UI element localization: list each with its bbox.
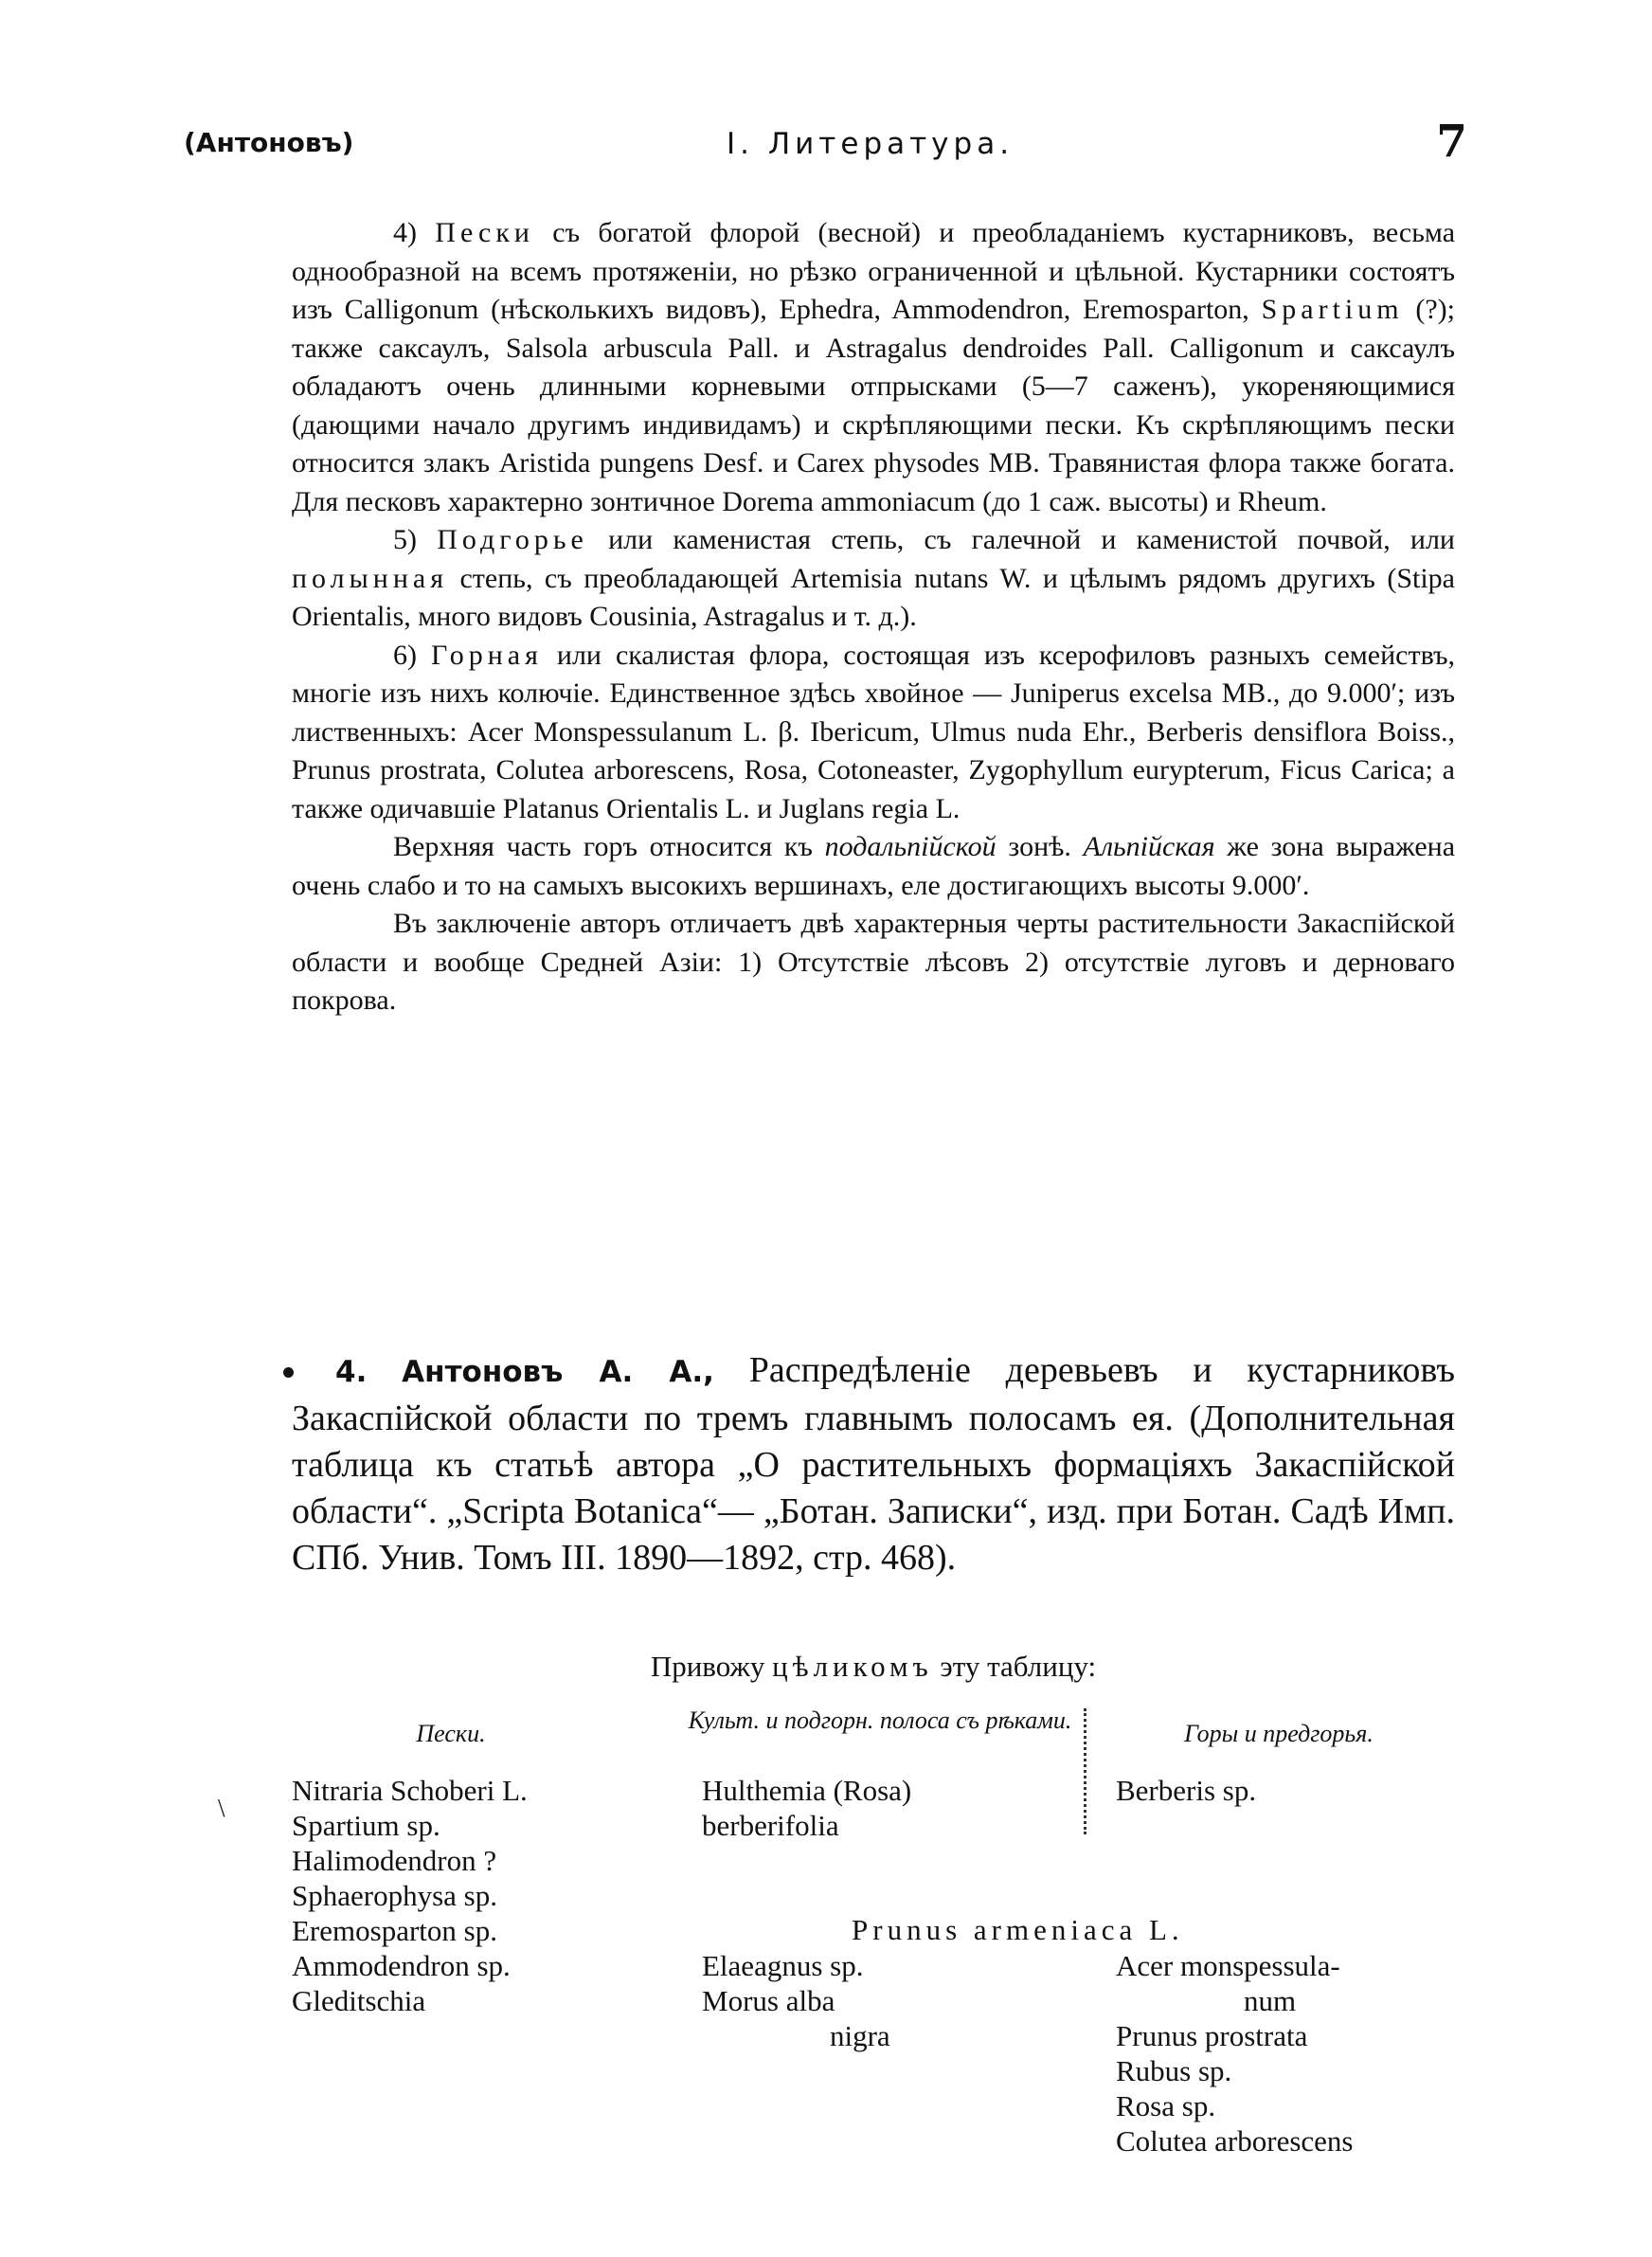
- paragraph-number: 6): [393, 639, 417, 671]
- table-cell: Elaeagnus sp.: [702, 1949, 864, 1982]
- paragraph-upper-zone: [292, 828, 1455, 905]
- running-header: [184, 116, 1467, 174]
- table-cell: berberifolia: [702, 1809, 839, 1842]
- table-cell: Acer monspessula-: [1116, 1949, 1340, 1982]
- table-cell: Eremosparton sp.: [292, 1914, 497, 1947]
- table-cell: Hulthemia (Rosa): [702, 1774, 912, 1807]
- species-table: [218, 1706, 1455, 2158]
- column-cultivated-top: [702, 1773, 911, 1843]
- term-foothills: Подгорье: [437, 524, 588, 555]
- page-number: 7: [1436, 116, 1467, 168]
- paragraph-text: (?); также саксаулъ, Salsola arbuscula Pall. и Astragalus dendroides Pall. Calligonum и саксаулъ обладаютъ очень длинными корневыми отпрысками (5—7 саженъ), укореняющимися (дающими начало другимъ индивидамъ) и скрѣпляющими пески. Къ скрѣпляющимъ пески относится злакъ Aristida pungens Desf. и Carex physodes MB. Травянистая флора также богата. Для песковъ характерно зонтичное Dorema ammoniacum (до 1 саж. высоты) и Rheum.: [292, 294, 1456, 517]
- paragraph-text: или каменистая степь, съ галечной и каменистой почвой, или: [608, 524, 1455, 555]
- column-cultivated-bottom: [702, 1948, 890, 2053]
- spanning-species: Prunus armeniaca L.: [852, 1913, 1184, 1946]
- term-alpine: Альпійская: [1083, 831, 1215, 862]
- paragraph-number: 5): [393, 524, 417, 555]
- term-wormwood: полынная: [292, 562, 449, 594]
- intro-text: Привожу: [650, 1650, 765, 1683]
- term-sands: Пески: [435, 217, 534, 248]
- header-section-title: I. Литература.: [727, 127, 1015, 161]
- paragraph-conclusion: Въ заключеніе авторъ отличаетъ двѣ характерныя черты растительности Закаспійской области и вообще Средней Азіи: 1) Отсутствіе лѣсовъ 2) отсутствіе луговъ и дерноваго покрова.: [292, 908, 1455, 1016]
- intro-spaced: цѣликомъ: [772, 1650, 933, 1683]
- bibliography-entry: [292, 1347, 1455, 1581]
- table-cell: Halimodendron ?: [292, 1844, 497, 1877]
- table-cell: nigra: [830, 2019, 890, 2052]
- column-header-mountains: Горы и предгорья.: [1184, 1720, 1374, 1747]
- paragraph-text: степь, съ преобладающей Artemisia nutans W. и цѣлымъ рядомъ другихъ (Stipa Orientalis, много видовъ Cousinia, Astragalus и т. д.).: [292, 562, 1455, 632]
- paragraph-text: же зона выражена очень слабо и то на самыхъ высокихъ вершинахъ, еле достигающихъ высоты 9.000′.: [292, 831, 1456, 901]
- paragraph-text: съ богатой флорой (весной) и преобладаніемъ кустарниковъ, весьма однообразной на всемъ протяженіи, но рѣзко ограниченной и цѣльной. Кустарники состоятъ изъ Calligonum (нѣсколькихъ видовъ), Ephedra, Ammodendron, Eremosparton,: [292, 217, 1456, 325]
- table-cell: Sphaerophysa sp.: [292, 1879, 497, 1912]
- entry-title: Распредѣленіе деревьевъ и кустарниковъ Закаспійской области по тремъ главнымъ полосамъ ея. (Дополнительная таблица къ статьѣ автора „О растительныхъ формаціяхъ Закаспійской области“. „Scripta Botanica“— „Ботан. Записки“, изд. при Ботан. Садѣ Имп. СПб. Унив. Томъ III. 1890—1892, стр. 468).: [292, 1350, 1456, 1578]
- table-intro: [292, 1650, 1455, 1684]
- paragraph-number: 4): [393, 217, 417, 248]
- column-divider: [1084, 1708, 1086, 1834]
- table-cell: Berberis sp.: [1116, 1774, 1257, 1807]
- table-cell: Morus alba: [702, 1984, 835, 2017]
- table-cell: Spartium sp.: [292, 1809, 440, 1842]
- table-cell: Rosa sp.: [1116, 2089, 1216, 2122]
- table-cell: Colutea arborescens: [1116, 2124, 1354, 2158]
- margin-mark: \: [218, 1794, 225, 1822]
- entry-author: Антоновъ А. А.,: [402, 1355, 714, 1389]
- column-mountains-bottom: [1116, 1948, 1353, 2158]
- main-text: [292, 214, 1455, 1020]
- column-mountains-top: [1116, 1773, 1256, 1808]
- paragraph-text: Верхняя часть горъ относится къ: [393, 831, 813, 862]
- bullet-icon: [283, 1367, 294, 1378]
- table-cell: Rubus sp.: [1116, 2054, 1232, 2087]
- header-author: (Антоновъ): [184, 127, 354, 158]
- term-subalpine: подальпійской: [824, 831, 997, 862]
- table-cell: Ammodendron sp.: [292, 1949, 511, 1982]
- term-mountain: Горная: [431, 639, 543, 671]
- column-header-cultivated: Культ. и подгорн. полоса съ рѣками.: [688, 1706, 1072, 1734]
- table-cell: num: [1244, 1984, 1297, 2017]
- table-cell: Prunus prostrata: [1116, 2019, 1308, 2052]
- table-cell: Nitraria Schoberi L.: [292, 1774, 528, 1807]
- entry-number: 4.: [335, 1355, 368, 1389]
- entry-text: [292, 1347, 1455, 1581]
- table-cell: Gleditschia: [292, 1984, 426, 2017]
- term-spartium: Spartium: [1261, 294, 1404, 325]
- paragraph-foothills: [292, 521, 1455, 637]
- paragraph-text: зонѣ.: [1008, 831, 1071, 862]
- paragraph-mountain: [292, 637, 1455, 829]
- paragraph-text: или скалистая флора, состоящая изъ ксерофиловъ разныхъ семействъ, многіе изъ нихъ колючіе. Единственное здѣсь хвойное — Juniperus excelsa MB., до 9.000′; изъ лиственныхъ: Acer Monspessulanum L. β. Ibericum, Ulmus nuda Ehr., Berberis densiflora Boiss., Prunus prostrata, Colutea arborescens, Rosa, Cotoneaster, Zygophyllum eurypterum, Ficus Carica; а также одичавшіе Platanus Orientalis L. и Juglans regia L.: [292, 639, 1455, 824]
- intro-text: эту таблицу:: [940, 1650, 1097, 1683]
- column-sands: [292, 1773, 528, 2018]
- paragraph-sands: [292, 214, 1455, 521]
- column-header-sands: Пески.: [416, 1720, 486, 1747]
